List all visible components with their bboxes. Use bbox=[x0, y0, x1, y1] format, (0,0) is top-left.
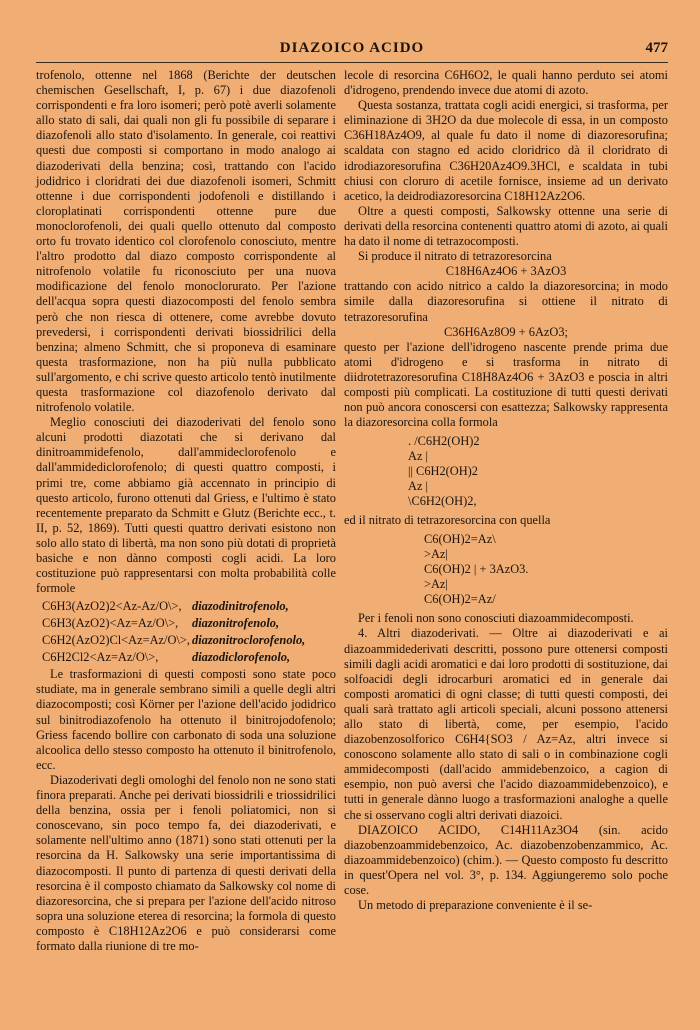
formula-row bbox=[42, 616, 336, 630]
formula-row bbox=[42, 633, 336, 647]
structure-line: . /C6H2(OH)2 bbox=[408, 434, 480, 449]
page-header bbox=[36, 40, 668, 63]
right-column bbox=[344, 68, 668, 913]
formula-name: diazodinitrofenolo, bbox=[192, 599, 289, 614]
formula-name: diazodiclorofenolo, bbox=[192, 650, 291, 665]
paragraph: DIAZOICO ACIDO, C14H11Az3O4 (sin. acido diazobenzoammidebenzoico, Ac. diazobenzobenzammico, Ac. diazoammidebenzoico) (chim.). — Questo composto fu descritto in quest'Opera nel vol. 3°, p. 134. Aggiungeremo solo poche cose. bbox=[344, 822, 668, 898]
formula-name: diazonitroclorofenolo, bbox=[192, 633, 306, 648]
formula-row bbox=[42, 650, 336, 664]
structure-line: C6(OH)2 | + 3AzO3. bbox=[424, 562, 529, 577]
formula: C6H3(AzO2)<Az=Az/O\>, bbox=[42, 616, 179, 631]
paragraph: Si produce il nitrato di tetrazoresorcina bbox=[358, 249, 552, 264]
structure-line: Az | bbox=[408, 449, 429, 464]
paragraph: trofenolo, ottenne nel 1868 (Berichte der deutschen chemischen Gesellschaft, I, p. 67) i due diazofenoli corrispondenti e fra loro isomeri; però potè averli solamente allo stato di sali, dai quali non gli fu possibile di separare i diazofenoli allo stato d'isolamento. In generale, coi reattivi questi due composti si comportano in modo analogo ai diazoderivati della benzina; così, trattando con l'acido jodidrico i cloridrati dei due diazofenoli isomeri, Schmitt ottenne i due corrispondenti jodofenoli e distillando i cloroplatinati corrispondenti ottenne pure due monoclorofenoli, dei quali quello ottenuto dal composto orto fu trovato identico col clorofenolo conosciuto, mentre l'altro prodotto dal diazo composto corrispondente al nitrofenolo volatile fu riconosciuto per una nuova modificazione del fenolo monoclorurato. Per l'azione dell'acqua sopra questi diazocomposti del fenolo sembra però che non riesca di ottenere, come avrebbe dovuto prevedersi, i corrispondenti derivati biossidrilici della benzina; almeno Schmitt, che si proponeva di esaminare questa trasformazione, non ha più nulla pubblicato sull'argomento, e chi scrive questo articolo tentò inutilmente questa trasformazione col diazofenolo derivato dal nitrofenolo volatile. bbox=[36, 68, 336, 415]
paragraph: Diazoderivati degli omologhi del fenolo non ne sono stati finora preparati. Anche pei derivati biossidrili e triossidrilici della benzina, ossia per i fenoli poliatomici, non si conoscevano, sin poco tempo fa, dei diazoderivati, e solamente nell'ultimo anno (1871) sono stati ottenuti per la resorcina da H. Salkowsky una serie importantissima di diazocomposti. Il punto di partenza di questi derivati della resorcina è il composto chiamato da Salkowsky col nome di diazoresorcina, che si prepara per l'azione dell'acido nitroso sopra una soluzione eterea di resorcina; la formola di questo composto è C18H12Az2O6 e può considerarsi come formato dalla riunione di tre mo- bbox=[36, 772, 336, 953]
formula-name: diazonitrofenolo, bbox=[192, 616, 280, 631]
paragraph: lecole di resorcina C6H6O2, le quali hanno perduto sei atomi d'idrogeno, prendendo invece due atomi di azoto. bbox=[344, 68, 668, 98]
structural-formula bbox=[424, 532, 668, 607]
running-title: DIAZOICO ACIDO bbox=[279, 40, 425, 56]
structure-line: C6(OH)2=Az/ bbox=[424, 592, 496, 607]
structure-line: Az | bbox=[408, 479, 429, 494]
formula: C6H3(AzO2)2<Az-Az/O\>, bbox=[42, 599, 182, 614]
structure-line: >Az| bbox=[424, 547, 448, 562]
paragraph: Per i fenoli non sono conosciuti diazoammidecomposti. bbox=[358, 611, 634, 626]
paragraph: Un metodo di preparazione conveniente è il se- bbox=[358, 898, 593, 913]
formula: C6H2(AzO2)Cl<Az=Az/O\>, bbox=[42, 633, 190, 648]
equation: C36H6Az8O9 + 6AzO3; bbox=[444, 324, 568, 339]
left-column bbox=[36, 68, 336, 954]
structural-formula bbox=[408, 434, 668, 509]
paragraph: Questa sostanza, trattata cogli acidi energici, si trasforma, per eliminazione di 3H2O da due molecole di essa, in un composto C36H18Az4O9, al quale fu dato il nome di diazoresorufina; scaldata con stagno ed acido cloridrico dà il cloridrato di idrodiazoresorufina C36H20Az4O9.3HCl, e scaldata in tubi chiusi con cloruro di acetile fornisce, insieme ad un derivato acetico, la deidrodiazoresorcina C18H12Az2O6. bbox=[344, 98, 668, 203]
structure-line: || C6H2(OH)2 bbox=[408, 464, 479, 479]
paragraph: trattando con acido nitrico a caldo la diazoresorcina; in modo simile dalla diazoresorufina si ottiene il nitrato di tetrazoresorufina bbox=[344, 279, 668, 324]
paragraph: questo per l'azione dell'idrogeno nascente prende prima due atomi d'idrogeno e si trasforma in nitrato di diidrotetrazoresorufina C18H8Az4O6 + 3AzO3 e poscia in altri composti più complicati. La costituzione di tutti questi derivati non può ancora conoscersi con esattezza; Salkowsky rappresenta la diazoresorcina colla formola bbox=[344, 339, 668, 430]
paragraph: ed il nitrato di tetrazoresorcina con quella bbox=[344, 513, 551, 528]
structure-line: C6(OH)2=Az\ bbox=[424, 532, 496, 547]
page-number: 477 bbox=[645, 40, 668, 56]
formula-row bbox=[42, 599, 336, 613]
paragraph: Meglio conosciuti dei diazoderivati del fenolo sono alcuni prodotti diazotati che si derivano dal dinitroammidefenolo, dall'ammideclorofenolo e dall'ammidediclorofenolo; di questi quattro composti, i primi tre, come abbiamo già accennato in principio di questo articolo, furono ottenuti dal Griess, e l'ultimo è stato recentemente preparato da Schmitt e Glutz (Berichte ecc., t. II, p. 52, 1869). Tutti questi quattro derivati esistono non solo allo stato di libertà, ma non sono più dotati di proprietà basiche e non dànno composti cogli acidi. La loro costituzione può rappresentarsi con molta probabilità colle formole bbox=[36, 415, 336, 596]
structure-line: \C6H2(OH)2, bbox=[408, 494, 477, 509]
formula: C6H2Cl2<Az=Az/O\>, bbox=[42, 650, 159, 665]
structure-line: >Az| bbox=[424, 577, 448, 592]
equation: C18H6Az4O6 + 3AzO3 bbox=[445, 264, 567, 279]
paragraph: Oltre a questi composti, Salkowsky ottenne una serie di derivati della resorcina contenenti quattro atomi di azoto, ai quali ha dato il nome di tetrazocomposti. bbox=[344, 203, 668, 249]
paragraph: 4. Altri diazoderivati. — Oltre ai diazoderivati e ai diazoammidederivati descritti, possono pure ottenersi composti simili dagli acidi aromatici e dai loro prodotti di sostituzione, dai solfoacidi degli idrocarburi aromatici ed in generale dai composti aromatici di ogni classe; di tutti questi composti, dei quali sarà trattato agli articoli speciali, alcuni possono attenersi allo stato di libertà, come, per esempio, l'acido diazobenzosolforico C6H4{SO3 / Az=Az, altri invece si conoscono solamente allo stato di sali o in combinazione cogli ammidecomposti (dall'acido ammidebenzoico, a cagion di esempio, non può aversi che l'acido diazoammidebenzoico), e tutti in generale dànno luogo a trasformazioni analoghe a quelle che si osservano cogli altri derivati diazoici. bbox=[344, 626, 668, 822]
paragraph: Le trasformazioni di questi composti sono state poco studiate, ma in generale sembrano simili a quelle degli altri diazocomposti; così Körner per l'azione dell'acido jodidrico sul binitrodiazofenolo ha ottenuto il binitrojodofenolo; Griess facendo bollire con carbonato di soda una soluzione alcoolica dello stesso composto ha ottenuto il binitrofenolo, ecc. bbox=[36, 667, 336, 772]
